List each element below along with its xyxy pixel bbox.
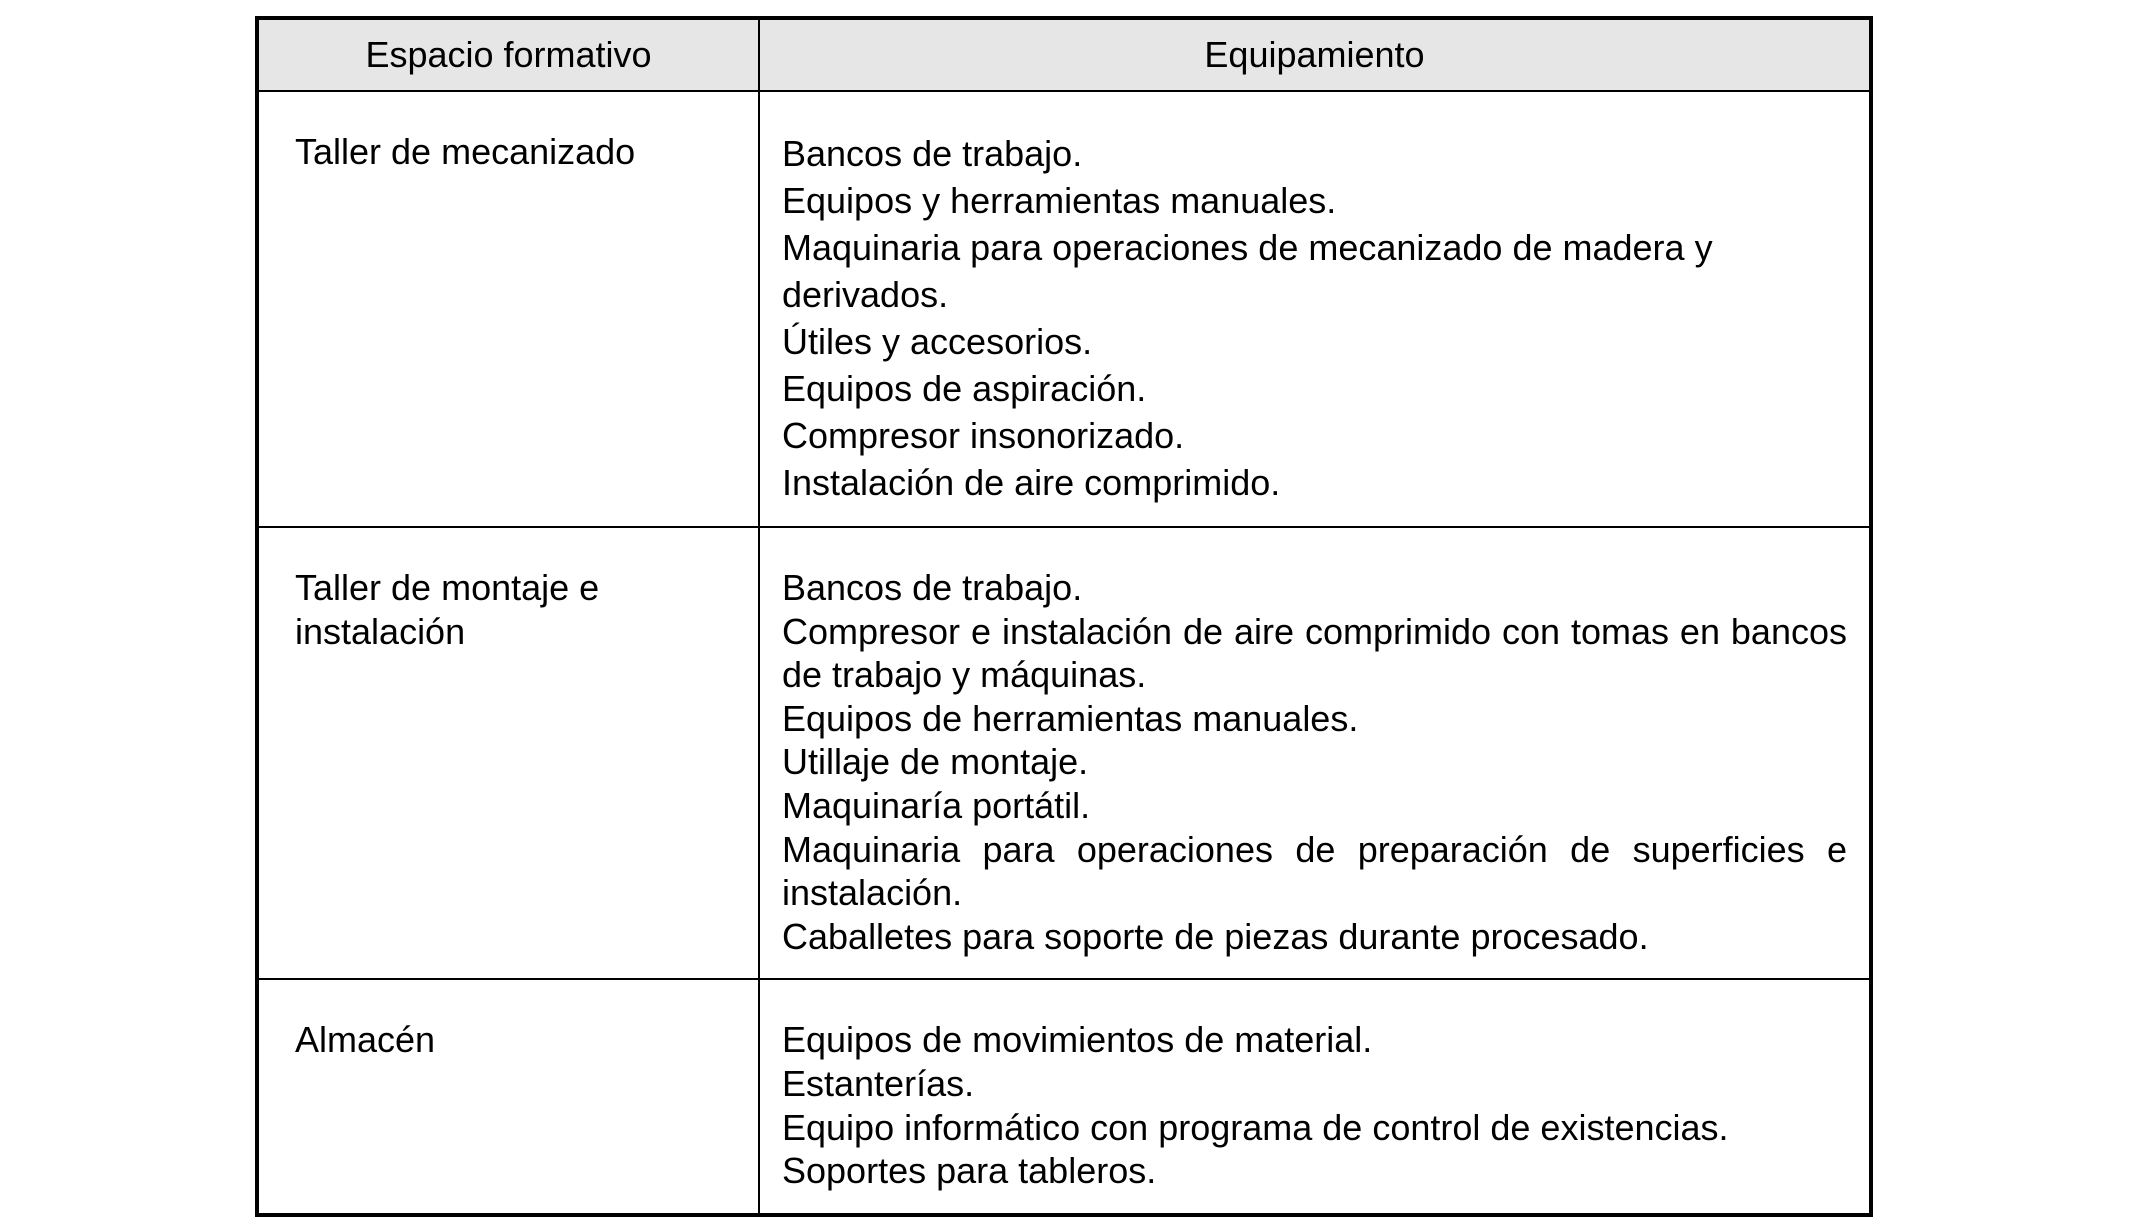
equipment-cell (759, 527, 1871, 979)
header-equipment: Equipamiento (759, 18, 1871, 91)
equipment-cell (759, 91, 1871, 527)
equipment-item: Maquinaría portátil. (782, 784, 1091, 826)
space-cell: Almacén (257, 979, 759, 1214)
equipment-item: Maquinaria para operaciones de mecanizado de madera y derivados. (782, 227, 1713, 315)
table-row (257, 979, 1871, 1214)
equipment-item: Equipo informático con programa de control de existencias. (782, 1106, 1729, 1148)
equipment-item: Caballetes para soporte de piezas durante procesado. (782, 915, 1649, 957)
equipment-item: Bancos de trabajo. (782, 133, 1083, 174)
table-row (257, 91, 1871, 527)
equipment-item: Equipos de aspiración. (782, 368, 1147, 409)
equipment-item: Compresor e instalación de aire comprimido con tomas en bancos de trabajo y máquinas. (782, 610, 1847, 696)
space-cell: Taller de mecanizado (257, 91, 759, 527)
equipment-cell (759, 979, 1871, 1214)
equipment-item: Equipos y herramientas manuales. (782, 180, 1337, 221)
header-space: Espacio formativo (257, 18, 759, 91)
table-row (257, 527, 1871, 979)
equipment-item: Maquinaria para operaciones de preparación de superficies e instalación. (782, 828, 1847, 914)
table-header-row (257, 18, 1871, 91)
space-cell: Taller de montaje e instalación (257, 527, 759, 979)
equipment-item: Bancos de trabajo. (782, 567, 1083, 608)
equipment-item: Equipos de movimientos de material. (782, 1019, 1373, 1061)
equipment-table (255, 16, 1873, 1217)
equipment-item: Compresor insonorizado. (782, 415, 1185, 456)
equipment-item: Útiles y accesorios. (782, 321, 1093, 362)
equipment-item: Estanterías. (782, 1062, 975, 1104)
equipment-item: Utillaje de montaje. (782, 741, 1089, 783)
equipment-item: Instalación de aire comprimido. (782, 462, 1281, 503)
equipment-item: Equipos de herramientas manuales. (782, 697, 1359, 739)
equipment-item: Soportes para tableros. (782, 1150, 1157, 1192)
